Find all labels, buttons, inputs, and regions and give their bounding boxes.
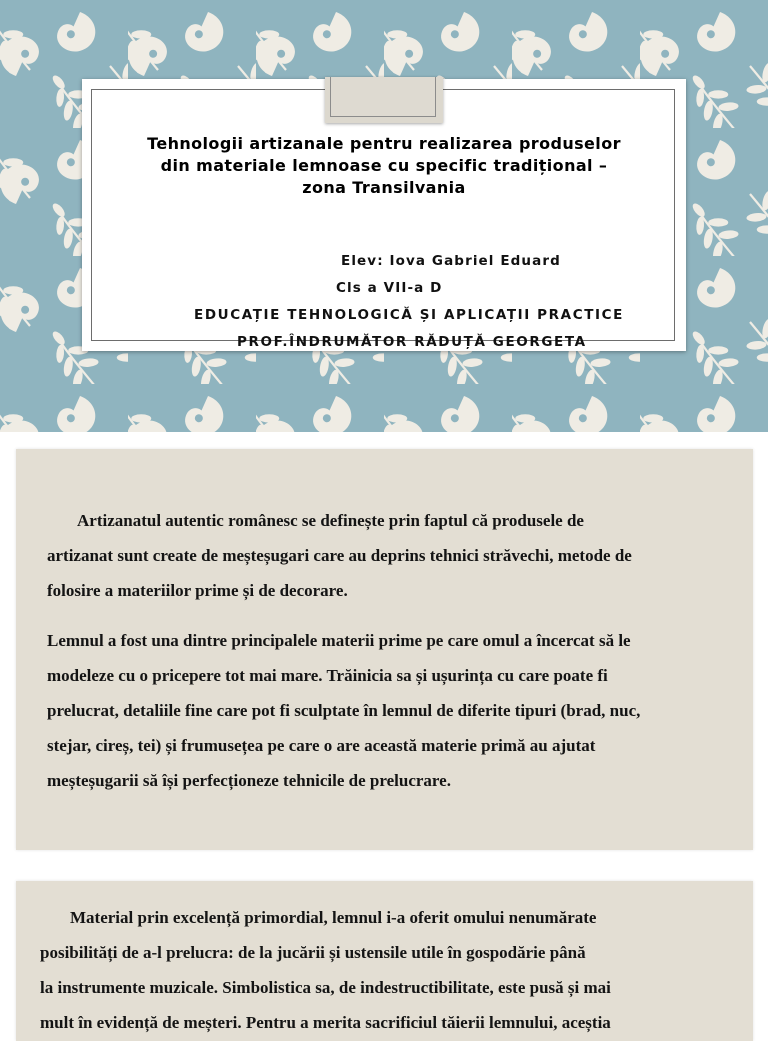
title-slide [0,0,768,432]
paragraph-artizanat [47,503,632,608]
paragraph-line: artizanat sunt create de meșteșugari care au deprins tehnici străvechi, metode de [47,546,632,565]
paragraph-line: folosire a materiilor prime și de decorare. [47,581,348,600]
title-line: zona Transilvania [302,178,466,197]
paragraph-lemnul [47,623,640,798]
paragraph-line: meșteșugarii să își perfecționeze tehnicile de prelucrare. [47,771,451,790]
title-line: din materiale lemnoase cu specific tradițional – [160,156,608,175]
student-name: Elev: Iova Gabriel Eduard [341,253,561,269]
paragraph-line: posibilități de a-l prelucra: de la jucării și ustensile utile în gospodărie până [40,943,586,962]
student-class: Cls a VII-a D [336,280,443,296]
paragraph-line: Material prin excelență primordial, lemnul i-a oferit omului nenumărate [70,908,597,927]
paragraph-line: la instrumente muzicale. Simbolistica sa, de indestructibilitate, este pusă și mai [40,978,611,997]
title-card [82,79,686,351]
paragraph-line: prelucrat, detaliile fine care pot fi sculptate în lemnul de diferite tipuri (brad, nuc, [47,701,641,720]
subject-name: EDUCAȚIE TEHNOLOGICĂ ȘI APLICAȚII PRACTICE [194,307,624,323]
title-card-border [91,89,675,341]
paragraph-line: stejar, cireș, tei) și frumusețea pe care o are această materie primă au ajutat [47,736,596,755]
paragraph-line: mult în evidență de meșteri. Pentru a merita sacrificiul tăierii lemnului, aceștia [40,1013,611,1032]
text-slide-artizanat [16,449,753,850]
paragraph-line: Artizanatul autentic românesc se definește prin faptul că produsele de [77,511,584,530]
paragraph-material [40,900,611,1040]
presentation-title [98,133,670,199]
title-line: Tehnologii artizanale pentru realizarea produselor [147,134,621,153]
title-tab-inner [330,77,436,117]
professor-name: PROF.ÎNDRUMĂTOR RĂDUȚĂ GEORGETA [237,334,587,350]
paragraph-line: modeleze cu o pricepere tot mai mare. Trăinicia sa și ușurința cu care poate fi [47,666,608,685]
text-slide-material [16,881,753,1041]
paragraph-line: Lemnul a fost una dintre principalele materii prime pe care omul a încercat să le [47,631,631,650]
title-tab-decoration [325,77,443,123]
